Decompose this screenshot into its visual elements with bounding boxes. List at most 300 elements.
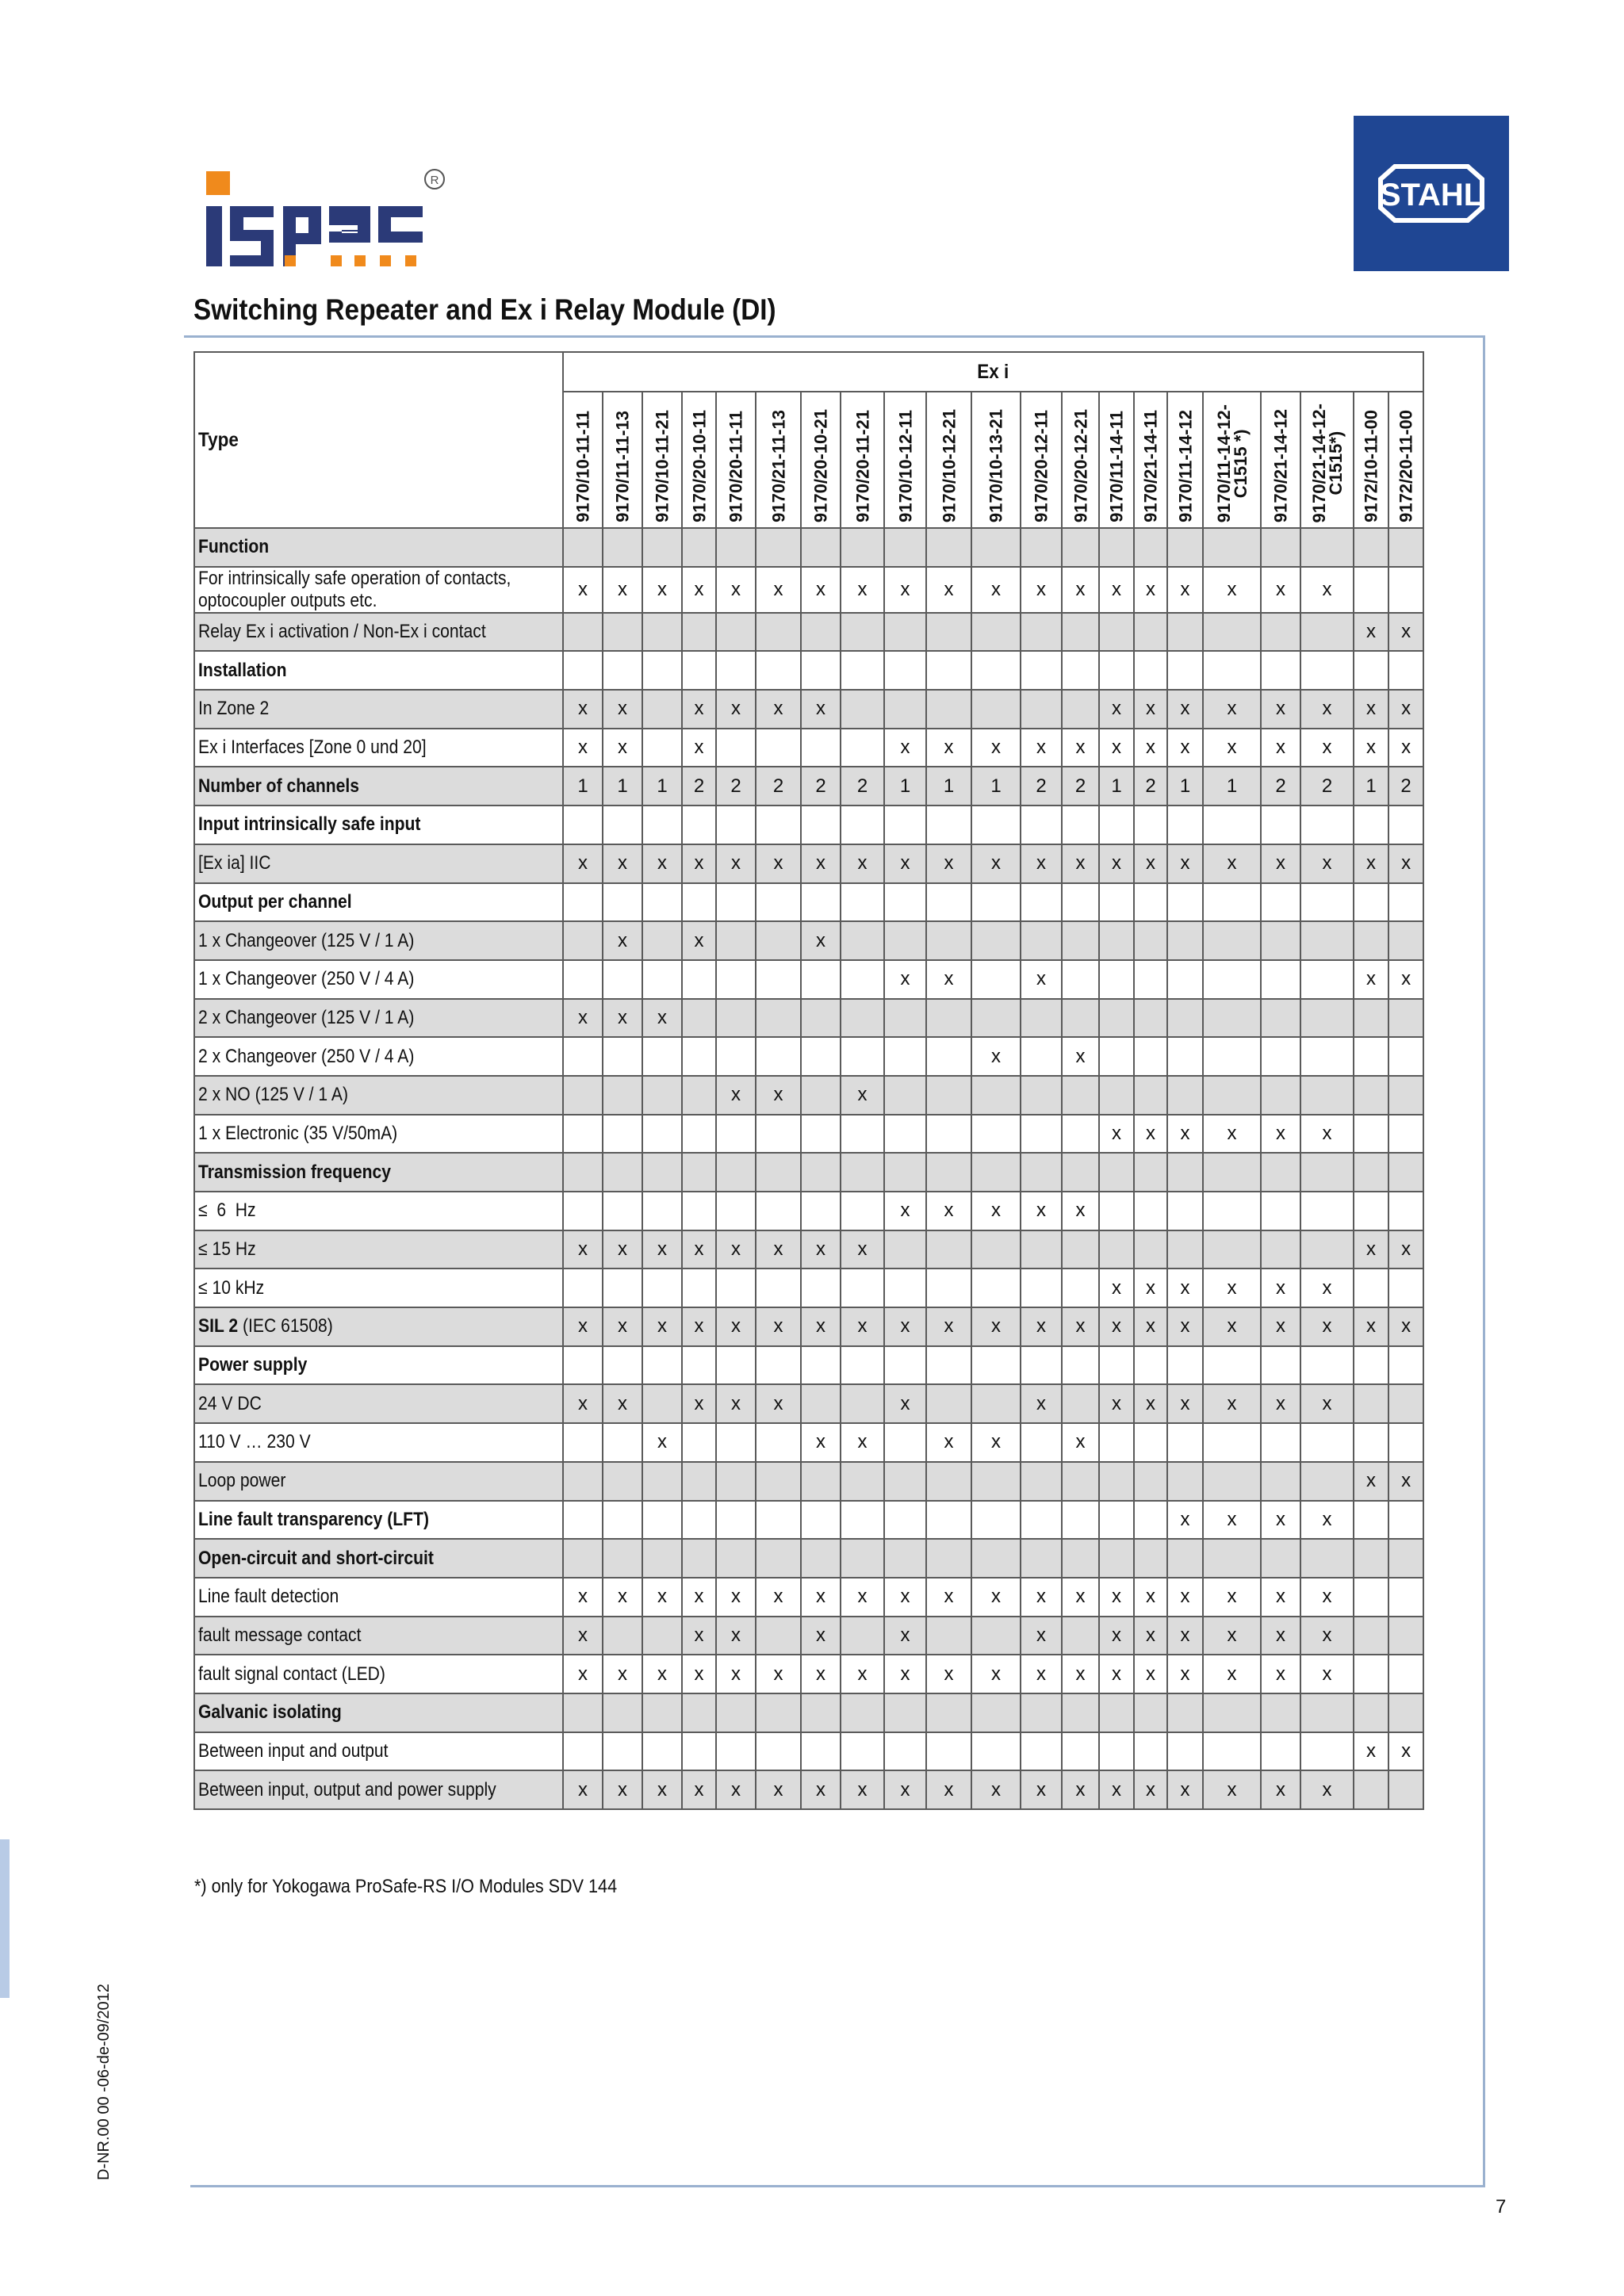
table-cell: x (884, 1384, 926, 1423)
table-cell (841, 613, 884, 652)
table-cell (1134, 1539, 1167, 1578)
table-cell (603, 883, 642, 922)
table-cell (1203, 1230, 1261, 1269)
table-cell (926, 806, 971, 844)
row-label-text: Transmission frequency (198, 1161, 391, 1183)
table-row (194, 1269, 1423, 1307)
table-cell (563, 1693, 603, 1732)
row-label-text: Open-circuit and short-circuit (198, 1547, 434, 1569)
table-cell: x (1261, 1307, 1300, 1346)
table-cell: x (1099, 1115, 1134, 1154)
table-cell: x (971, 567, 1021, 613)
table-cell: x (1099, 729, 1134, 767)
table-cell: x (1021, 1655, 1062, 1693)
table-cell: x (682, 690, 716, 729)
table-cell (563, 1346, 603, 1385)
table-cell: x (716, 1230, 756, 1269)
table-cell (1354, 1269, 1388, 1307)
table-cell (756, 960, 801, 999)
table-cell (1167, 1693, 1203, 1732)
table-cell (1099, 1423, 1134, 1462)
table-cell: x (1167, 1501, 1203, 1540)
table-cell (1099, 1076, 1134, 1115)
table-cell (1134, 1693, 1167, 1732)
table-cell (926, 1617, 971, 1655)
table-cell: 2 (841, 767, 884, 806)
table-cell (1167, 1230, 1203, 1269)
table-cell (801, 960, 841, 999)
table-cell (1134, 806, 1167, 844)
table-row (194, 1462, 1423, 1501)
table-cell: 2 (1300, 767, 1354, 806)
table-cell (1099, 613, 1134, 652)
table-cell (756, 528, 801, 567)
table-cell: x (603, 1384, 642, 1423)
table-cell (603, 1037, 642, 1076)
table-cell: x (563, 1770, 603, 1809)
table-cell (1021, 1693, 1062, 1732)
table-cell (563, 1462, 603, 1501)
row-label-text: Function (198, 536, 270, 558)
table-cell (642, 1346, 682, 1385)
row-label (194, 883, 563, 922)
table-cell (1300, 528, 1354, 567)
table-cell (1134, 613, 1167, 652)
table-cell (841, 806, 884, 844)
table-cell (1261, 883, 1300, 922)
table-cell: x (841, 844, 884, 883)
row-label (194, 960, 563, 999)
type-code-label: 9172/20-11-00 (1396, 410, 1416, 522)
row-label-text: For intrinsically safe operation of contacts, optocoupler outputs etc. (198, 567, 511, 611)
table-row (194, 1346, 1423, 1385)
column-header-type-code (841, 392, 884, 528)
table-cell (1062, 613, 1099, 652)
row-label-text: 110 V … 230 V (198, 1431, 311, 1453)
table-cell: x (801, 1423, 841, 1462)
table-cell (1021, 921, 1062, 960)
table-cell: x (971, 844, 1021, 883)
table-cell: x (603, 1770, 642, 1809)
table-cell (884, 1346, 926, 1385)
table-cell (682, 1346, 716, 1385)
table-cell (1388, 1655, 1423, 1693)
table-row (194, 1307, 1423, 1346)
row-label (194, 999, 563, 1038)
table-cell: x (603, 567, 642, 613)
table-cell (1167, 999, 1203, 1038)
row-label (194, 1153, 563, 1192)
table-cell (841, 1732, 884, 1771)
table-cell (716, 1346, 756, 1385)
row-label (194, 528, 563, 567)
table-cell (603, 1423, 642, 1462)
table-cell (971, 1732, 1021, 1771)
table-cell: x (1203, 1655, 1261, 1693)
column-header-type-code (1167, 392, 1203, 528)
table-cell: x (926, 844, 971, 883)
table-cell (1261, 1693, 1300, 1732)
table-cell (1388, 1578, 1423, 1617)
table-cell (1388, 1076, 1423, 1115)
table-cell (1134, 1153, 1167, 1192)
page-number: 7 (1496, 2196, 1507, 2218)
table-cell (801, 1346, 841, 1385)
table-cell (1099, 528, 1134, 567)
table-cell (1300, 1230, 1354, 1269)
table-row (194, 767, 1423, 806)
table-cell (1300, 1693, 1354, 1732)
table-cell (801, 1732, 841, 1771)
row-label-text: Input intrinsically safe input (198, 813, 421, 836)
table-cell: x (884, 844, 926, 883)
table-cell: x (841, 1655, 884, 1693)
table-cell (1354, 1037, 1388, 1076)
table-cell (1203, 1346, 1261, 1385)
table-cell (563, 1076, 603, 1115)
table-cell (682, 1423, 716, 1462)
table-cell: x (642, 1770, 682, 1809)
table-cell: x (563, 1307, 603, 1346)
table-cell (841, 1115, 884, 1154)
column-header-type-code (603, 392, 642, 528)
table-cell: x (563, 1230, 603, 1269)
table-cell (1203, 960, 1261, 999)
table-cell (1300, 1346, 1354, 1385)
table-cell: x (884, 1192, 926, 1230)
table-cell (801, 651, 841, 690)
table-cell: x (926, 1423, 971, 1462)
table-cell: x (841, 1578, 884, 1617)
row-label (194, 651, 563, 690)
table-cell: x (971, 1770, 1021, 1809)
column-header-type-code (926, 392, 971, 528)
table-cell (1167, 921, 1203, 960)
table-cell: x (1300, 1384, 1354, 1423)
table-cell (971, 1230, 1021, 1269)
table-cell: x (884, 1770, 926, 1809)
row-label-text: 2 x NO (125 V / 1 A) (198, 1084, 348, 1106)
table-cell: x (1167, 567, 1203, 613)
table-cell (1354, 999, 1388, 1038)
table-cell (1300, 1423, 1354, 1462)
table-cell (841, 921, 884, 960)
table-cell (756, 1346, 801, 1385)
table-cell (971, 1617, 1021, 1655)
table-cell: x (1134, 1655, 1167, 1693)
table-cell (1062, 1076, 1099, 1115)
table-cell (1203, 1732, 1261, 1771)
table-cell (1099, 1192, 1134, 1230)
table-cell (563, 806, 603, 844)
table-cell: x (642, 999, 682, 1038)
table-cell (1134, 883, 1167, 922)
table-cell: x (563, 729, 603, 767)
table-row (194, 1770, 1423, 1809)
table-cell: x (1261, 844, 1300, 883)
table-cell (563, 960, 603, 999)
table-cell: x (971, 1423, 1021, 1462)
table-cell: x (1134, 1307, 1167, 1346)
table-cell (841, 883, 884, 922)
table-cell (603, 1501, 642, 1540)
row-label (194, 1269, 563, 1307)
table-cell (841, 1384, 884, 1423)
table-cell (1300, 806, 1354, 844)
table-cell (1388, 1153, 1423, 1192)
table-cell: x (716, 1655, 756, 1693)
column-header-type-code (1354, 392, 1388, 528)
table-cell (682, 1732, 716, 1771)
table-cell (1354, 1423, 1388, 1462)
table-cell (1099, 806, 1134, 844)
table-cell: x (1021, 729, 1062, 767)
table-cell (642, 1462, 682, 1501)
page-title: Switching Repeater and Ex i Relay Module (DI) (193, 293, 776, 326)
table-cell (1099, 1539, 1134, 1578)
table-cell (1021, 1115, 1062, 1154)
table-cell (1062, 651, 1099, 690)
row-label-text: Between input, output and power supply (198, 1778, 496, 1800)
table-cell (716, 999, 756, 1038)
table-cell (716, 1037, 756, 1076)
table-cell (682, 1037, 716, 1076)
table-cell: x (603, 1655, 642, 1693)
table-cell (642, 613, 682, 652)
row-label (194, 1617, 563, 1655)
table-cell (716, 1192, 756, 1230)
table-cell (756, 1539, 801, 1578)
table-cell (716, 883, 756, 922)
column-header-type-code (1300, 392, 1354, 528)
table-cell (1261, 960, 1300, 999)
table-cell: x (1388, 690, 1423, 729)
table-cell (1354, 921, 1388, 960)
column-header-type-code (1261, 392, 1300, 528)
table-cell: x (971, 1037, 1021, 1076)
table-cell: x (841, 1076, 884, 1115)
table-cell: x (1021, 567, 1062, 613)
table-cell: x (1021, 960, 1062, 999)
table-cell (1300, 1037, 1354, 1076)
table-cell (1261, 1539, 1300, 1578)
table-cell: x (603, 921, 642, 960)
table-cell: x (1021, 1384, 1062, 1423)
table-cell (841, 1037, 884, 1076)
table-cell: x (1203, 1770, 1261, 1809)
table-cell (971, 613, 1021, 652)
table-cell: 1 (563, 767, 603, 806)
table-cell: x (1099, 690, 1134, 729)
table-cell (884, 1501, 926, 1540)
table-cell: x (801, 690, 841, 729)
table-cell: x (1099, 567, 1134, 613)
table-cell (884, 1230, 926, 1269)
table-cell (1134, 1462, 1167, 1501)
table-cell: x (603, 729, 642, 767)
row-label (194, 921, 563, 960)
table-cell: x (1354, 729, 1388, 767)
table-cell (1134, 1346, 1167, 1385)
table-cell: x (1167, 1655, 1203, 1693)
table-cell: x (1300, 1115, 1354, 1154)
table-row (194, 806, 1423, 844)
row-label-text: 1 x Electronic (35 V/50mA) (198, 1122, 398, 1144)
table-cell (1388, 1423, 1423, 1462)
row-label (194, 1307, 563, 1346)
table-cell: x (926, 1655, 971, 1693)
table-cell: x (1388, 729, 1423, 767)
table-cell (756, 1617, 801, 1655)
type-code-label: 9170/20-11-11 (726, 411, 746, 522)
table-cell (563, 613, 603, 652)
table-cell (756, 1115, 801, 1154)
table-cell: 2 (1062, 767, 1099, 806)
table-cell: x (1021, 1617, 1062, 1655)
table-row (194, 1732, 1423, 1771)
table-cell: x (756, 1307, 801, 1346)
table-cell (1354, 1115, 1388, 1154)
table-cell (1099, 883, 1134, 922)
type-header: Type (194, 352, 563, 528)
table-cell: x (1354, 960, 1388, 999)
table-cell (1388, 806, 1423, 844)
table-cell: x (926, 1307, 971, 1346)
row-label (194, 1539, 563, 1578)
table-cell: x (716, 1076, 756, 1115)
row-label (194, 1037, 563, 1076)
column-header-type-code (642, 392, 682, 528)
table-cell (801, 613, 841, 652)
table-cell (884, 999, 926, 1038)
stahl-logo (1354, 116, 1509, 271)
table-cell (1388, 999, 1423, 1038)
table-cell: x (841, 567, 884, 613)
table-cell (801, 806, 841, 844)
table-cell: x (1354, 1230, 1388, 1269)
type-code-label: 9170/10-12-11 (895, 410, 915, 522)
table-cell (563, 1732, 603, 1771)
table-cell (1261, 1346, 1300, 1385)
table-cell (884, 1462, 926, 1501)
table-cell: x (603, 999, 642, 1038)
table-cell (1354, 1539, 1388, 1578)
table-cell (1203, 1539, 1261, 1578)
type-code-label: 9170/10-12-21 (939, 408, 959, 522)
table-cell (1203, 1037, 1261, 1076)
table-row (194, 1115, 1423, 1154)
row-label-text: 2 x Changeover (250 V / 4 A) (198, 1045, 415, 1067)
table-cell: x (756, 1076, 801, 1115)
table-cell (756, 651, 801, 690)
table-cell (1134, 1732, 1167, 1771)
table-cell (716, 1693, 756, 1732)
table-cell: x (1134, 1269, 1167, 1307)
table-cell: x (716, 1307, 756, 1346)
row-label (194, 1346, 563, 1385)
table-cell (1261, 1192, 1300, 1230)
table-cell: 1 (1167, 767, 1203, 806)
table-cell: x (1261, 1384, 1300, 1423)
table-cell: x (642, 1578, 682, 1617)
table-cell (884, 528, 926, 567)
table-cell (926, 921, 971, 960)
table-cell: x (1203, 1307, 1261, 1346)
table-cell: x (563, 1617, 603, 1655)
table-cell (563, 1192, 603, 1230)
table-cell (603, 1269, 642, 1307)
table-cell (1167, 651, 1203, 690)
table-cell (1354, 567, 1388, 613)
table-row (194, 1693, 1423, 1732)
table-cell: x (682, 1770, 716, 1809)
table-cell: x (1300, 690, 1354, 729)
row-label (194, 1230, 563, 1269)
table-cell: x (682, 567, 716, 613)
table-cell (884, 1539, 926, 1578)
table-cell (971, 1501, 1021, 1540)
table-cell (642, 1617, 682, 1655)
table-cell (563, 528, 603, 567)
table-cell (642, 1192, 682, 1230)
table-cell (1300, 883, 1354, 922)
table-cell (841, 960, 884, 999)
table-cell: x (1388, 1732, 1423, 1771)
table-cell (1021, 1153, 1062, 1192)
table-cell: x (716, 844, 756, 883)
table-cell (682, 613, 716, 652)
row-label (194, 1384, 563, 1423)
column-header-type-code (884, 392, 926, 528)
table-cell (1354, 1346, 1388, 1385)
table-cell (971, 1269, 1021, 1307)
table-row (194, 1153, 1423, 1192)
table-cell: 1 (971, 767, 1021, 806)
table-cell: x (801, 1307, 841, 1346)
table-cell (926, 1153, 971, 1192)
table-cell (841, 1153, 884, 1192)
column-header-type-code (1062, 392, 1099, 528)
table-cell: x (926, 1578, 971, 1617)
table-cell (1167, 528, 1203, 567)
table-cell: x (926, 567, 971, 613)
table-cell (1167, 1732, 1203, 1771)
type-code-label: 9172/10-11-00 (1361, 410, 1381, 522)
table-cell: x (1134, 1115, 1167, 1154)
table-cell (1134, 1501, 1167, 1540)
table-cell: x (1167, 690, 1203, 729)
table-cell: x (971, 1655, 1021, 1693)
column-header-type-code (716, 392, 756, 528)
table-cell (563, 1501, 603, 1540)
table-cell (603, 651, 642, 690)
table-cell (1099, 921, 1134, 960)
row-label-text: 1 x Changeover (125 V / 1 A) (198, 929, 415, 951)
table-cell (1167, 1037, 1203, 1076)
table-cell (1261, 1423, 1300, 1462)
table-cell: x (926, 729, 971, 767)
table-cell (971, 1115, 1021, 1154)
table-cell (971, 999, 1021, 1038)
table-cell (926, 690, 971, 729)
table-cell (1062, 960, 1099, 999)
table-cell: x (1062, 1770, 1099, 1809)
table-cell: x (801, 567, 841, 613)
table-cell: 1 (1354, 767, 1388, 806)
table-cell (926, 1384, 971, 1423)
table-cell: 1 (1203, 767, 1261, 806)
table-cell (971, 528, 1021, 567)
